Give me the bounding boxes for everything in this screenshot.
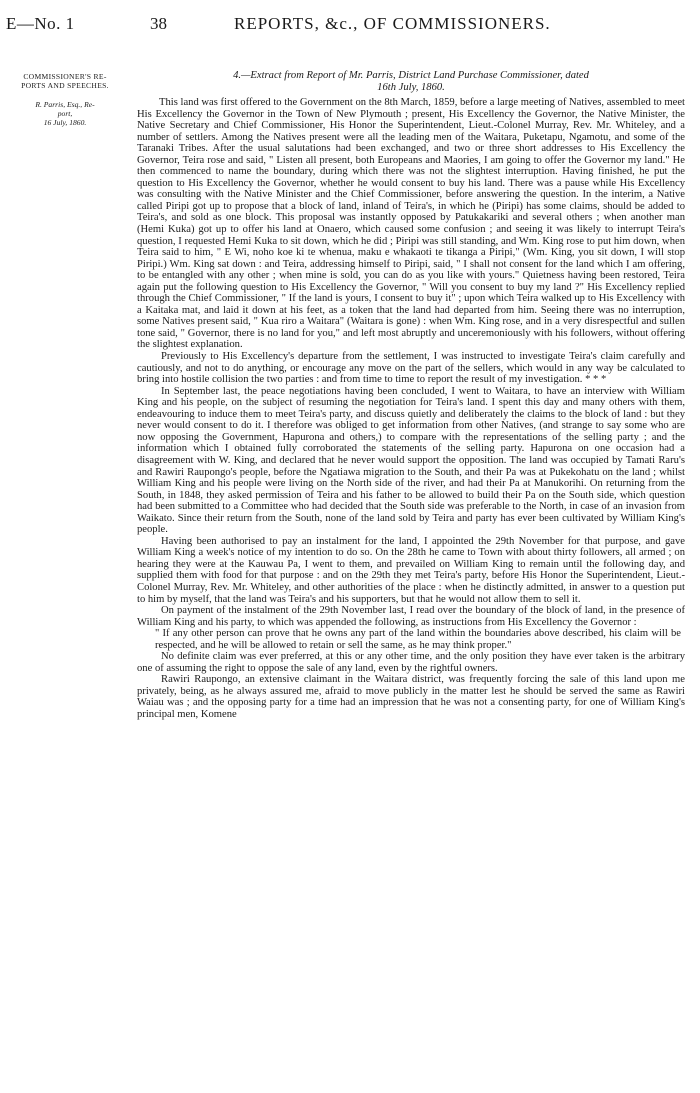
extract-heading — [137, 70, 685, 94]
paragraph: Previously to His Excellency's departure from the settlement, I was instructed to investigate Teira's claim carefully and cautiously, and not to do anything, or encourage any move on the part of the sellers, which would in any way be calculated to bring into hostile collision the two parties : and from time to time to report the result of my investigation. * * * — [137, 351, 685, 386]
paragraph: In September last, the peace negotiations having been concluded, I went to Waitara, to have an interview with William King and his people, on the subject of resuming the negotiation for Teira's land. I spent this day and many others with them, endeavouring to induce them to meet Teira's party, and discuss quietly and deliberately the claims to the block of land : but they never would consent to do it. I therefore was obliged to get information from other Natives, (and strange to say some who are now opposing the Government, Hapurona and others,) to compare with the representations of the selling party ; and the information which I obtained fully corroborated the statements of the selling party. Hapurona on one occasion had a disagreement with W. King, and declared that he never would support the opposition. The land was occupied by Tamati Raru's and Rawiri Raupongo's people, before the Ngatiawa migration to the South, and their Pa was at Pukekohatu on the land ; whilst William King and his people were living on the North side of the river, and had their Pa at Manukorihi. On returning from the South, in 1848, they asked permission of Teira and his father to be allowed to build their Pa on the South side, which question had been submitted to a Committee who had decided that the South side was preferable to the North, in case of an invasion from Waikato. Since their return from the South, none of the land sold by Teira and party has ever been cultivated by William King's people. — [137, 385, 685, 536]
paragraph: Rawiri Raupongo, an extensive claimant in the Waitara district, was frequently forcing the sale of this land upon me privately, being, as he always assured me, afraid to move publicly in the matter lest he should be served the same as Rawiri Waiau was ; and the opposing party for a time had an impression that he was not a consenting party, for one of William King's principal men, Komene — [137, 674, 685, 720]
extract-heading-line: 4.—Extract from Report of Mr. Parris, District Land Purchase Commissioner, dated — [233, 70, 589, 81]
margin-section-line: COMMISSIONER'S RE- — [23, 72, 107, 81]
paragraph: On payment of the instalment of the 29th November last, I read over the boundary of the block of land, in the presence of William King and his party, to which was appended the following, as instructions from His Excellency the Governor : — [137, 605, 685, 628]
document-reference: E—No. 1 — [6, 14, 75, 33]
paragraph: Having been authorised to pay an instalment for the land, I appointed the 29th November for that purpose, and gave William King a week's notice of my intention to do so. On the 28th he came to Town with about thirty followers, all armed ; on hearing they were at the Kauwau Pa, I went to them, and prevailed on William King to remain until the following day, and supplied them with food for that purpose : and on the 29th they met Teira's party, before His Honor the Superintendent, Lieut.-Colonel Murray, Rev. Mr. Whiteley, and other authorities of the place : when he distinctly admitted, in answer to a question put to him by myself, that the land was Teira's and his supporters, but that he would not allow them to sell it. — [137, 535, 685, 605]
paragraph: This land was first offered to the Government on the 8th March, 1859, before a large meeting of Natives, assembled to meet His Excellency the Governor in the Town of New Plymouth ; present, His Excellency the Governor, the Native Minister, the Native Secretary and Chief Commissioner, His Honor the Superintendent, Lieut.-Colonel Murray, Rev. Mr. Whiteley, and a number of settlers. Among the Natives present were all the leading men of the Waitara, Puketapu, Ngamotu, and some of the Taranaki Tribes. After the usual salutations had been exchanged, and two or three short addresses to His Excellency the Governor, Teira rose and said, " Listen all present, both Europeans and Maories, I am going to offer the Governor my land." He then commenced to name the boundary, during which there was not the slightest interruption. Having finished, he put the question to His Excellency the Governor, whether he would consent to buy his land. There was a pause while His Excellency was consulting with the Native Minister and the Chief Commissioner, before answering the question. In the interim, a Native called Piripi got up to propose that a block of land, inland of Teira's, in which he (Piripi) has some claims, should be added to Teira's, and sold as one block. This proposal was instantly opposed by Patukakariki and several others ; when another man (Hemi Kuka) got up to offer his land at Onaero, which caused some confusion ; and seeing it was likely to interrupt Teira's question, I requested Hemi Kuka to sit down, which he did ; Piripi was still standing, and Wm. King rose to put him down, when Teira said to him, " E Wi, noho koe ki te whenua, maku e whakaoti te tikanga a Piripi," (Wm. King, you sit down, I will stop Piripi.) Wm. King sat down : and Teira, addressing himself to Piripi, said, " I shall not consent for the land which I am offering, to be entangled with any other ; when mine is sold, you can do as you like with yours." Quietness having been restored, Teira again put the following question to His Excellency the Governor, " Will you consent to buy my land ?" His Excellency replied through the Chief Commissioner, " If the land is yours, I consent to buy it" ; upon which Teira walked up to His Excellency with a Kaitaka mat, and laid it down at his feet, as a token that the land had departed from him. Seeing there was no interruption, some Natives present said, " Kua riro a Waitara" (Waitara is gone) : when Wm. King rose, and in a very disrespectful and sullen tone said, " Governor, there is no land for you," and left most abruptly and unceremoniously with his followers, without offering the slightest explanation. — [137, 97, 685, 351]
margin-section-label — [6, 72, 124, 90]
running-title: REPORTS, &c., OF COMMISSIONERS. — [234, 14, 551, 33]
page-header — [6, 14, 690, 38]
extract-heading-line: 16th July, 1860. — [377, 82, 445, 93]
margin-section-line: PORTS AND SPEECHES. — [21, 81, 109, 90]
quoted-instruction: " If any other person can prove that he owns any part of the land within the boundaries above described, his claim will be respected, and he will be allowed to retain or sell the same, as he may think proper." — [155, 628, 681, 651]
margin-note — [6, 100, 124, 127]
paragraph: No definite claim was ever preferred, at this or any other time, and the only position they have ever taken is the arbitrary one of assuming the right to oppose the sale of any land, even by the rightful owners. — [137, 651, 685, 674]
margin-note-line: R. Parris, Esq., Re- — [35, 100, 95, 109]
margin-note-line: port, — [57, 109, 73, 118]
page-number: 38 — [150, 14, 167, 33]
margin-note-line: 16 July, 1860. — [43, 118, 87, 127]
body-text — [137, 97, 685, 721]
